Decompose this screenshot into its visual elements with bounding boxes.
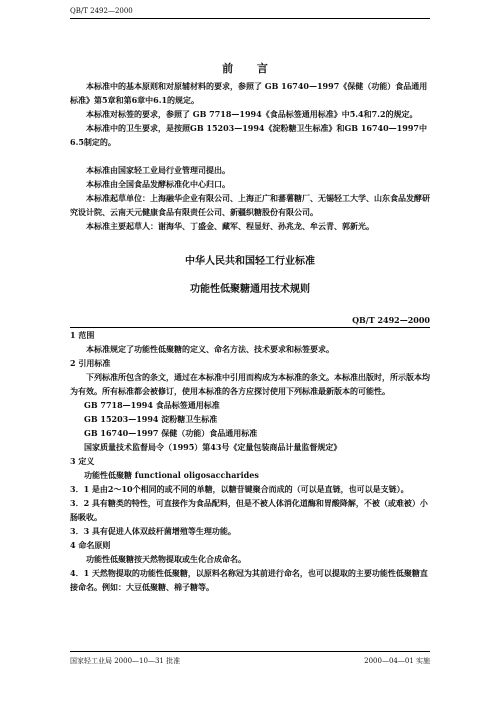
definition-item: 3．3 具有促进人体双歧杆菌增殖等生理功能。 [70, 526, 236, 536]
header-standard-code: QB/T 2492—2000 [70, 7, 133, 15]
foreword-title: 前 言 [222, 62, 278, 75]
foreword-paragraph: 本标准中的卫生要求，是按照GB 15203—1994《淀粉糖卫生标准》和GB 16740—1997中6.5制定的。 [70, 123, 427, 147]
section-heading: 3 定义 [70, 456, 95, 466]
reference-item: GB 16740—1997 保健（功能）食品通用标准 [84, 428, 258, 438]
document-body [70, 20, 430, 594]
definition-term: 功能性低聚糖 functional oligosaccharides [84, 470, 259, 480]
section-body: 本标准规定了功能性低聚糖的定义、命名方法、技术要求和标签要求。 [86, 344, 334, 354]
page-header [70, 6, 430, 19]
footer-approval: 国家轻工业局 2000—10—31 批准 [70, 657, 181, 665]
reference-item: GB 7718—1994 食品标签通用标准 [84, 400, 220, 410]
section-heading: 4 命名原则 [70, 540, 111, 550]
foreword-paragraph: 本标准对标签的要求，参照了 GB 7718—1994《食品标签通用标准》中5.4和7.2的规定。 [86, 109, 418, 119]
section-body: 下列标准所包含的条文，通过在本标准中引用而构成为本标准的条文。本标准出版时，所示版本均为有效。所有标准都会被修订，使用本标准的各方应探讨使用下列标准最新版本的可能性。 [70, 372, 430, 396]
section-body: 功能性低聚糖按天然物提取或生化合成命名。 [86, 554, 246, 564]
standard-code: QB/T 2492—2000 [70, 313, 430, 328]
definition-item: 3．1 是由2～10个相同的或不同的单糖，以糖苷键聚合而成的（可以是直链，也可以是支链）。 [70, 484, 409, 494]
reference-item: GB 15203—1994 淀粉糖卫生标准 [84, 414, 218, 424]
section-heading: 1 范围 [70, 330, 95, 340]
foreword-note: 本标准由全国食品发酵标准化中心归口。 [86, 179, 230, 189]
definition-item: 3．2 具有糖类的特性，可直接作为食品配料，但是不被人体消化道酶和胃酸降解，不被（或难被）小肠吸收。 [70, 498, 428, 522]
reference-item: 国家质量技术监督局令（1995）第43号《定量包装商品计量监督规定》 [84, 442, 342, 452]
standard-org: 中华人民共和国轻工行业标准 [185, 256, 315, 267]
foreword-paragraph: 本标准中的基本原则和对原辅材料的要求，参照了 GB 16740—1997《保健（功能）食品通用标准》第5章和第6章中6.1的规定。 [70, 81, 428, 105]
naming-item: 4．1 天然物提取的功能性低聚糖，以原料名称冠为其前进行命名，也可以提取的主要功能性低聚糖直接命名。例如：大豆低聚糖、棉子糖等。 [70, 568, 428, 592]
foreword-note: 本标准由国家轻工业局行业管理司提出。 [86, 165, 230, 175]
section-heading: 2 引用标准 [70, 358, 111, 368]
foreword-note: 本标准主要起草人：谢海华、丁盛金、藏军、程显好、孙兆龙、牟云青、郭新光。 [86, 221, 374, 231]
standard-title: 功能性低聚糖通用技术规则 [190, 284, 310, 295]
footer-implementation: 2000—04—01 实施 [364, 657, 430, 665]
page-footer [70, 651, 430, 666]
foreword-note: 本标准起草单位：上海融华企业有限公司、上海正广和蕃薯糖厂、无锡轻工大学、山东食品发酵研究设计院、云南天元健康食品有限责任公司、新疆织糖股份有限公司。 [70, 193, 430, 217]
